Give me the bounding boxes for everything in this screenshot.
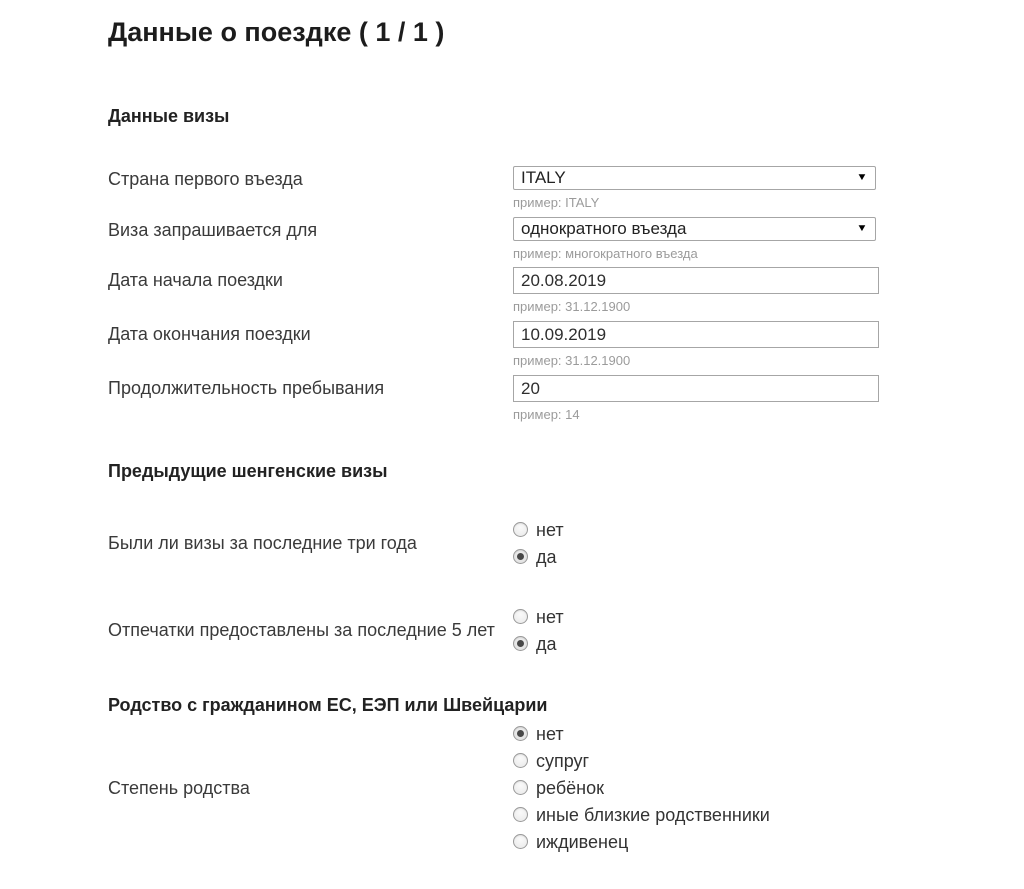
radio-option-child	[513, 774, 879, 801]
section-heading-kinship: Родство с гражданином ЕС, ЕЭП или Швейцарии	[108, 695, 548, 715]
radio-label-other-close-relatives: иные близкие родственники	[536, 804, 770, 825]
stay-duration-label: Продолжительность пребывания	[108, 378, 385, 398]
first-entry-country-hint: пример: ITALY	[513, 195, 600, 210]
stay-duration-hint: пример: 14	[513, 407, 580, 422]
degree-of-kinship-label: Степень родства	[108, 777, 250, 798]
dropdown-arrow-icon: ▼	[856, 172, 868, 183]
first-entry-country-label: Страна первого въезда	[108, 169, 303, 189]
stay-duration-input[interactable]	[513, 375, 879, 402]
section-heading-visa-data: Данные визы	[108, 106, 230, 126]
radio-button-child[interactable]	[513, 780, 528, 795]
radio-option-other-close-relatives	[513, 801, 879, 828]
radio-label-no: нет	[536, 519, 564, 540]
radio-label-yes: да	[536, 546, 557, 567]
field-row-first-entry-country	[108, 166, 1024, 210]
trip-start-date-input[interactable]	[513, 267, 879, 294]
radio-label-child: ребёнок	[536, 777, 604, 798]
radio-option-no	[513, 516, 879, 543]
radio-option-none	[513, 720, 879, 747]
visas-last-three-years-radio-group	[513, 516, 879, 570]
question-row-fingerprints-last-five-years	[108, 603, 1024, 657]
visa-requested-for-label: Виза запрашивается для	[108, 220, 318, 240]
radio-button-no[interactable]	[513, 522, 528, 537]
radio-option-yes	[513, 630, 879, 657]
radio-button-yes[interactable]	[513, 636, 528, 651]
fingerprints-last-five-years-radio-group	[513, 603, 879, 657]
radio-label-none: нет	[536, 723, 564, 744]
radio-label-yes: да	[536, 633, 557, 654]
trip-end-date-hint: пример: 31.12.1900	[513, 353, 631, 368]
radio-option-spouse	[513, 747, 879, 774]
field-row-stay-duration	[108, 375, 1024, 422]
degree-of-kinship-radio-group	[513, 720, 879, 855]
dropdown-arrow-icon: ▼	[856, 223, 868, 234]
question-row-degree-of-kinship	[108, 720, 1024, 855]
section-heading-previous-visas: Предыдущие шенгенские визы	[108, 461, 388, 481]
field-row-visa-requested-for	[108, 217, 1024, 261]
radio-button-yes[interactable]	[513, 549, 528, 564]
radio-button-none[interactable]	[513, 726, 528, 741]
radio-button-other-close-relatives[interactable]	[513, 807, 528, 822]
visas-last-three-years-label: Были ли визы за последние три года	[108, 533, 417, 553]
first-entry-country-select[interactable]	[513, 166, 876, 190]
radio-button-spouse[interactable]	[513, 753, 528, 768]
radio-button-dependent[interactable]	[513, 834, 528, 849]
trip-start-date-hint: пример: 31.12.1900	[513, 299, 631, 314]
visa-requested-for-selected-value: однократного въезда	[521, 219, 687, 238]
trip-end-date-input[interactable]	[513, 321, 879, 348]
radio-label-spouse: супруг	[536, 750, 590, 771]
first-entry-country-selected-value: ITALY	[521, 168, 566, 187]
question-row-visas-last-three-years	[108, 516, 1024, 570]
field-row-trip-end-date	[108, 321, 1024, 368]
trip-start-date-label: Дата начала поездки	[108, 270, 283, 290]
radio-button-no[interactable]	[513, 609, 528, 624]
fingerprints-last-five-years-label: Отпечатки предоставлены за последние 5 лет	[108, 620, 495, 640]
page-title: Данные о поездке ( 1 / 1 )	[108, 17, 445, 47]
radio-option-yes	[513, 543, 879, 570]
field-row-trip-start-date	[108, 267, 1024, 314]
radio-label-no: нет	[536, 606, 564, 627]
radio-option-no	[513, 603, 879, 630]
radio-option-dependent	[513, 828, 879, 855]
trip-end-date-label: Дата окончания поездки	[108, 324, 311, 344]
radio-label-dependent: иждивенец	[536, 831, 629, 852]
visa-requested-for-hint: пример: многократного въезда	[513, 246, 698, 261]
visa-requested-for-select[interactable]	[513, 217, 876, 241]
